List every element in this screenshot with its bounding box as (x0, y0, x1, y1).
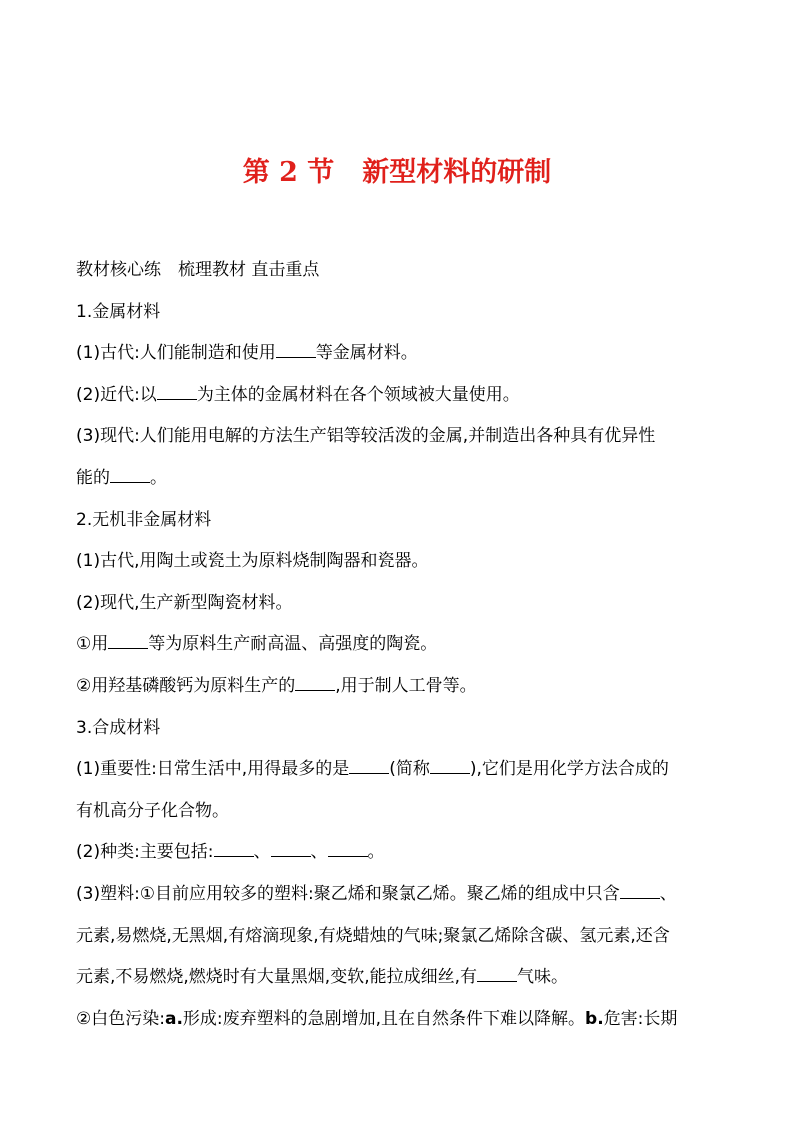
paragraph: (1)古代:人们能制造和使用 等金属材料。 (76, 343, 418, 364)
fill-blank[interactable] (214, 840, 254, 857)
paragraph: (1)古代,用陶土或瓷土为原料烧制陶器和瓷器。 (76, 551, 429, 572)
section-number: 第 2 节 (242, 157, 335, 188)
heading-metal-materials: 1.金属材料 (76, 301, 161, 322)
paragraph: ①用 等为原料生产耐高温、高强度的陶瓷。 (76, 634, 438, 655)
fill-blank[interactable] (271, 840, 311, 857)
fill-blank[interactable] (620, 882, 660, 899)
fill-blank[interactable] (328, 840, 368, 857)
fill-blank[interactable] (477, 965, 517, 982)
page-title (0, 150, 794, 189)
paragraph: 元素,不易燃烧,燃烧时有大量黑烟,变软,能拉成细丝,有 气味。 (76, 967, 569, 988)
fill-blank[interactable] (110, 466, 150, 483)
paragraph: 有机高分子化合物。 (76, 800, 229, 821)
paragraph: 能的 。 (76, 467, 167, 488)
fill-blank[interactable] (430, 757, 470, 774)
paragraph: (3)塑料:①目前应用较多的塑料:聚乙烯和聚氯乙烯。聚乙烯的组成中只含 、 (76, 883, 677, 904)
paragraph: ②白色污染:a.形成:废弃塑料的急剧增加,且在自然条件下难以降解。b.危害:长期 (76, 1008, 678, 1029)
heading-synthetic-materials: 3.合成材料 (76, 717, 161, 738)
paragraph: (3)现代:人们能用电解的方法生产铝等较活泼的金属,并制造出各种具有优异性 (76, 426, 656, 447)
fill-blank[interactable] (276, 341, 316, 358)
section-header: 教材核心练 梳理教材 直击重点 (76, 260, 320, 280)
section-title: 新型材料的研制 (362, 157, 552, 188)
document-body (76, 250, 726, 1040)
paragraph: (2)现代,生产新型陶瓷材料。 (76, 592, 293, 613)
fill-blank[interactable] (157, 383, 197, 400)
fill-blank[interactable] (295, 674, 335, 691)
paragraph: (2)种类:主要包括: 、 、 。 (76, 842, 385, 863)
paragraph: (2)近代:以 为主体的金属材料在各个领域被大量使用。 (76, 384, 520, 405)
paragraph: ②用羟基磷酸钙为原料生产的 ,用于制人工骨等。 (76, 675, 477, 696)
fill-blank[interactable] (108, 632, 148, 649)
heading-inorganic-materials: 2.无机非金属材料 (76, 509, 212, 530)
paragraph: 元素,易燃烧,无黑烟,有熔滴现象,有烧蜡烛的气味;聚氯乙烯除含碳、氢元素,还含 (76, 925, 670, 946)
fill-blank[interactable] (349, 757, 389, 774)
paragraph: (1)重要性:日常生活中,用得最多的是 (简称 ),它们是用化学方法合成的 (76, 759, 669, 780)
